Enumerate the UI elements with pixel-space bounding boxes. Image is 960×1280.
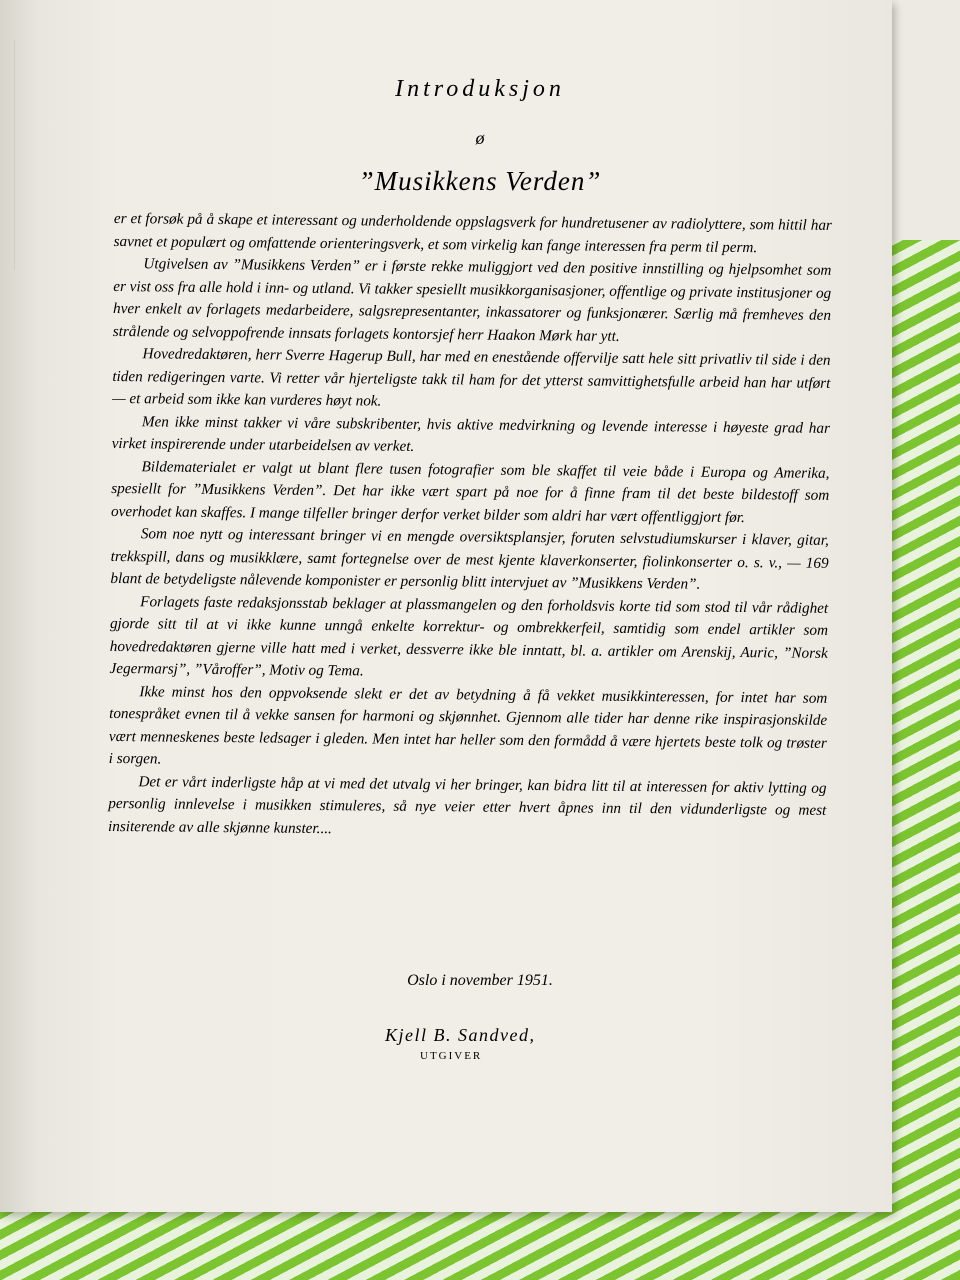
page-title: Introduksjon [395,76,565,102]
paragraph: Forlagets faste redaksjonsstab beklager at plassmangelen og den forholdsvis korte tid som stod til vår rådighet gjorde sitt til at vi ikke kunne unngå enkelte korrektur- og ombrekkerfeil, samtidig som endel artikler som hovedredaktøren gjerne ville hatt med i verket, dessverre ikke ble inntatt, bl. a. artikler om Arenskij, Auric, ”Norsk Jegermarsj”, ”Våroffer”, Motiv og Tema. [109,592,829,680]
paragraph: Hovedredaktøren, herr Sverre Hagerup Bull, har med en enestående offervilje satt hele sitt privatliv til side i den tiden redigeringen varte. Vi retter vår hjerteligste takk til ham for det ytterst samvittighetsfulle arbeid han har utført — et arbeid som ikke kan vurderes høyt nok. [112,345,831,410]
page-spine-edge [14,40,23,270]
leaf-ornament-icon: ø [475,128,485,148]
paragraph: Som noe nytt og interessant bringer vi en mengde oversiktsplansjer, foruten selvstudiumskurser i klaver, gitar, trekkspill, dans og musikklære, samt fortegnelse over de mest kjente klaverkonserter, fiolinkonserter o. s. v., — 169 blant de betydeligste nålevende komponister er personlig blitt intervjuet av ”Musikkens Verden”. [110,525,829,593]
subtitle: ”Musikkens Verden” [358,166,602,196]
signature: Kjell B. Sandved, [385,1025,536,1045]
place-date: Oslo i november 1951. [407,972,553,989]
paragraph: Det er vårt inderligste håp at vi med det utvalg vi her bringer, kan bidra litt til at interessen for aktiv lytting og personlig innlevelse i musikken stimuleres, så nye veier etter hvert åpnes inn til den vidunderligste og mest insiterende av alle skjønne kunster.... [107,772,827,837]
paragraph: Utgivelsen av ”Musikkens Verden” er i første rekke muliggjort ved den positive innstilling og hjelpsomhet som er vist oss fra alle hold i inn- og utland. Vi takker spesiellt musikkorganisasjoner, offentlige og private institusjoner og hver enkelt av forlagets medarbeidere, salgsrepresentanter, inkassatorer og funksjonærer. Særlig må fremheves den strålende og selvoppofrende innsats forlagets kontorsjef herr Haakon Mørk har ytt. [112,255,832,345]
paragraph: er et forsøk på å skape et interessant og underholdende oppslagsverk for hundretusener av radiolyttere, som hittil har savnet et populært og omfattende orienteringsverk, et som virkelig kan fange interessen fra perm til perm. [113,209,832,256]
paragraph: Men ikke minst takker vi våre subskribenter, hvis aktive medvirkning og levende interesse i høyeste grad har virket inspirerende under utarbeidelsen av verket. [111,412,831,455]
paragraph: Bildematerialet er valgt ut blant flere tusen fotografier som ble skaffet til veie både i Europa og Amerika, spesiellt for ”Musikkens Verden”. Det har ikke vært spart på noe for å finne fram til det beste bildestoff som overhodet kan skaffes. I mange tilfeller bringer derfor verket bilder som aldri har vært offentliggjort før. [111,457,830,526]
paragraph: Ikke minst hos den oppvoksende slekt er det av betydning å få vekket musikkinteressen, for intet har som tonespråket evnen til å vekke sansen for harmoni og skjønnhet. Gjennom alle tider har denne rike inspirasjonskilde vært menneskenes beste ledsager i gleden. Men intet har heller som den formådd å være hjertets beste tolk og trøster i sorgen. [108,682,828,768]
body-text [108,208,832,845]
signature-role: UTGIVER [420,1050,483,1062]
